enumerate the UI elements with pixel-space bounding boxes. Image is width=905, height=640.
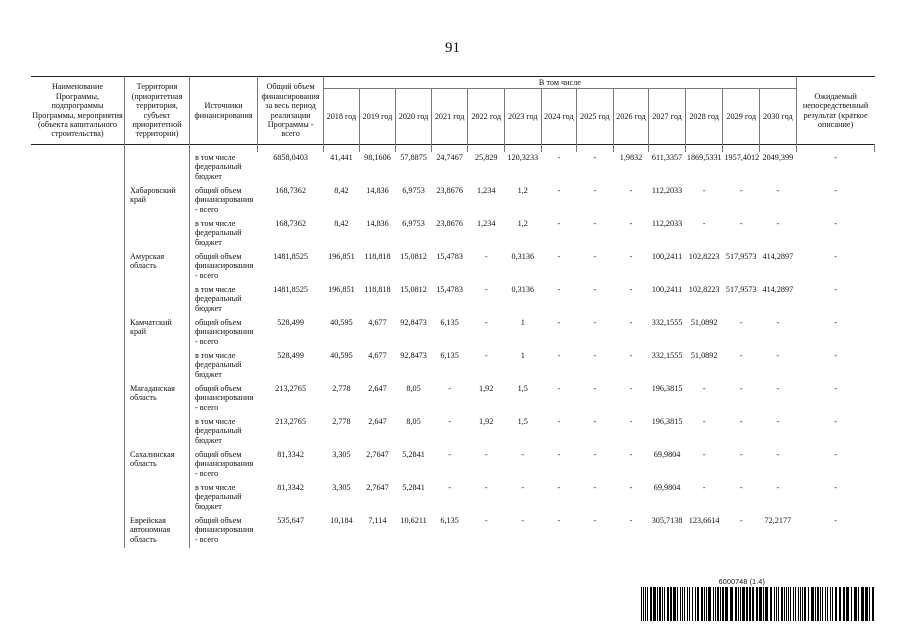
year-value-cell: 51,0892 (685, 350, 723, 383)
year-value-cell: - (468, 284, 505, 317)
header-year: 2018 год (324, 89, 360, 145)
source-cell: общий объем финансирования - всего (190, 515, 258, 548)
year-value-cell: - (504, 515, 541, 548)
header-year: 2020 год (396, 89, 432, 145)
year-value-cell: 3,305 (324, 482, 360, 515)
year-value-cell: 69,9804 (649, 449, 686, 482)
year-value-cell: - (613, 185, 649, 218)
year-value-cell: - (613, 251, 649, 284)
year-value-cell: 2,7647 (359, 449, 396, 482)
year-value-cell: - (577, 251, 614, 284)
result-cell: - (834, 516, 837, 525)
name-cell (31, 515, 124, 548)
year-value-cell: 14,836 (359, 185, 396, 218)
year-value-cell: 1 (504, 350, 541, 383)
year-value-cell: - (760, 416, 797, 449)
source-cell: общий объем финансирования - всего (190, 383, 258, 416)
year-value-cell: 102,8223 (685, 251, 723, 284)
name-cell (31, 152, 124, 185)
header-name: Наименование Программы, подпрограммы Программы, мероприятия (объекта капитального строительства) (31, 77, 124, 145)
territory-cell: Хабаровский край (124, 185, 189, 218)
year-value-cell: - (577, 185, 614, 218)
header-year: 2023 год (504, 89, 541, 145)
year-value-cell: - (431, 449, 468, 482)
source-cell: общий объем финансирования - всего (190, 449, 258, 482)
year-value-cell: 57,8875 (396, 152, 432, 185)
year-value-cell: 25,829 (468, 152, 505, 185)
year-value-cell: - (723, 449, 760, 482)
name-cell (31, 350, 124, 383)
year-value-cell: 332,1555 (649, 350, 686, 383)
year-value-cell: 4,677 (359, 317, 396, 350)
year-value-cell: - (577, 317, 614, 350)
year-value-cell: 5,2841 (396, 482, 432, 515)
year-value-cell: - (723, 383, 760, 416)
header-year: 2024 год (541, 89, 577, 145)
year-value-cell: 517,9573 (723, 284, 760, 317)
total-cell: 213,2765 (258, 416, 324, 449)
year-value-cell: 332,1555 (649, 317, 686, 350)
year-value-cell: 8,42 (324, 218, 360, 251)
source-cell: общий объем финансирования - всего (190, 185, 258, 218)
year-value-cell: 6,135 (431, 317, 468, 350)
year-value-cell: - (685, 218, 723, 251)
year-value-cell: - (468, 515, 505, 548)
year-value-cell: 1957,4012 (723, 152, 760, 185)
header-year: 2030 год (760, 89, 797, 145)
year-value-cell: 2,778 (324, 416, 360, 449)
table-row (31, 350, 875, 383)
year-value-cell: 14,836 (359, 218, 396, 251)
result-cell: - (834, 318, 837, 327)
header-sources: Источники финансирования (190, 77, 258, 145)
year-value-cell: 6,135 (431, 515, 468, 548)
territory-cell (124, 284, 189, 317)
year-value-cell: - (431, 416, 468, 449)
year-value-cell: - (613, 416, 649, 449)
year-value-cell: 8,05 (396, 383, 432, 416)
year-value-cell: 15,0812 (396, 284, 432, 317)
year-value-cell: 118,818 (359, 284, 396, 317)
year-value-cell: 23,8676 (431, 185, 468, 218)
year-value-cell: 1 (504, 317, 541, 350)
territory-cell (124, 350, 189, 383)
year-value-cell: 414,2897 (760, 251, 797, 284)
year-value-cell: - (541, 482, 577, 515)
year-value-cell: - (468, 317, 505, 350)
year-value-cell: 1,2 (504, 218, 541, 251)
year-value-cell: - (613, 284, 649, 317)
header-result: Ожидаемый непосредственный результат (краткое описание) (796, 77, 874, 145)
year-value-cell: 40,595 (324, 350, 360, 383)
table-row (31, 218, 875, 251)
year-value-cell: - (613, 515, 649, 548)
year-value-cell: - (504, 449, 541, 482)
year-value-cell: 118,818 (359, 251, 396, 284)
year-value-cell: 196,851 (324, 251, 360, 284)
total-cell: 528,499 (258, 317, 324, 350)
year-value-cell: - (541, 218, 577, 251)
result-cell: - (834, 153, 837, 162)
name-cell (31, 218, 124, 251)
year-value-cell: - (577, 152, 614, 185)
year-value-cell: 123,6614 (685, 515, 723, 548)
year-value-cell: 2,778 (324, 383, 360, 416)
year-value-cell: - (541, 185, 577, 218)
name-cell (31, 416, 124, 449)
year-value-cell: - (541, 251, 577, 284)
source-cell: общий объем финансирования - всего (190, 317, 258, 350)
header-year: 2026 год (613, 89, 649, 145)
year-value-cell: - (541, 350, 577, 383)
year-value-cell: 196,3815 (649, 383, 686, 416)
year-value-cell: - (723, 317, 760, 350)
year-value-cell: 1,2 (504, 185, 541, 218)
table-row (31, 482, 875, 515)
year-value-cell: 23,8676 (431, 218, 468, 251)
year-value-cell: - (577, 482, 614, 515)
territory-cell (124, 416, 189, 449)
year-value-cell: - (468, 449, 505, 482)
total-cell: 168,7362 (258, 185, 324, 218)
year-value-cell: - (468, 482, 505, 515)
source-cell: в том числе федеральный бюджет (190, 350, 258, 383)
year-value-cell: 15,0812 (396, 251, 432, 284)
year-value-cell: - (504, 482, 541, 515)
year-value-cell: 15,4783 (431, 284, 468, 317)
name-cell (31, 383, 124, 416)
header-year: 2029 год (723, 89, 760, 145)
source-cell: общий объем финансирования - всего (190, 251, 258, 284)
result-cell: - (834, 351, 837, 360)
year-value-cell: 6,9753 (396, 218, 432, 251)
year-value-cell: 1869,5331 (685, 152, 723, 185)
territory-cell: Магаданская область (124, 383, 189, 416)
name-cell (31, 449, 124, 482)
year-value-cell: 15,4783 (431, 251, 468, 284)
year-value-cell: - (541, 152, 577, 185)
year-value-cell: - (577, 284, 614, 317)
year-value-cell: 0,3136 (504, 251, 541, 284)
year-value-cell: - (723, 416, 760, 449)
table-row (31, 449, 875, 482)
year-value-cell: 6,135 (431, 350, 468, 383)
page-number: 91 (445, 40, 460, 56)
year-value-cell: - (577, 350, 614, 383)
territory-cell: Еврейская автономная область (124, 515, 189, 548)
year-value-cell: 1,234 (468, 218, 505, 251)
header-year: 2027 год (649, 89, 686, 145)
year-value-cell: - (541, 449, 577, 482)
source-cell: в том числе федеральный бюджет (190, 284, 258, 317)
year-value-cell: 611,3357 (649, 152, 686, 185)
year-value-cell: 24,7467 (431, 152, 468, 185)
year-value-cell: 196,3815 (649, 416, 686, 449)
table-row (31, 152, 875, 185)
year-value-cell: - (577, 383, 614, 416)
result-cell: - (834, 483, 837, 492)
header-year: 2028 год (685, 89, 723, 145)
barcode-image (641, 587, 877, 621)
name-cell (31, 482, 124, 515)
year-value-cell: - (760, 350, 797, 383)
year-value-cell: 112,2033 (649, 185, 686, 218)
year-value-cell: - (685, 482, 723, 515)
result-cell: - (834, 450, 837, 459)
year-value-cell: 2,7647 (359, 482, 396, 515)
total-cell: 168,7362 (258, 218, 324, 251)
total-cell: 6858,0403 (258, 152, 324, 185)
table-row (31, 383, 875, 416)
total-cell: 528,499 (258, 350, 324, 383)
year-value-cell: - (613, 383, 649, 416)
year-value-cell: 0,3136 (504, 284, 541, 317)
header-year: 2021 год (431, 89, 468, 145)
year-value-cell: - (685, 416, 723, 449)
year-value-cell: 40,595 (324, 317, 360, 350)
year-value-cell: - (723, 185, 760, 218)
result-cell: - (834, 285, 837, 294)
table-row (31, 185, 875, 218)
name-cell (31, 317, 124, 350)
year-value-cell: 414,2897 (760, 284, 797, 317)
total-cell: 213,2765 (258, 383, 324, 416)
source-cell: в том числе федеральный бюджет (190, 416, 258, 449)
year-value-cell: 112,2033 (649, 218, 686, 251)
header-territory: Территория (приоритетная территория, субъект приоритетной территории) (124, 77, 189, 145)
year-value-cell: 1,9832 (613, 152, 649, 185)
year-value-cell: 6,9753 (396, 185, 432, 218)
year-value-cell: - (685, 383, 723, 416)
year-value-cell: 196,851 (324, 284, 360, 317)
year-value-cell: - (723, 482, 760, 515)
year-value-cell: - (468, 350, 505, 383)
year-value-cell: - (760, 317, 797, 350)
territory-cell: Сахалинская область (124, 449, 189, 482)
source-cell: в том числе федеральный бюджет (190, 218, 258, 251)
year-value-cell: - (760, 482, 797, 515)
year-value-cell: - (613, 350, 649, 383)
barcode-block (641, 579, 877, 621)
year-value-cell: - (541, 416, 577, 449)
year-value-cell: - (431, 383, 468, 416)
year-value-cell: 100,2411 (649, 251, 686, 284)
year-value-cell: 92,8473 (396, 350, 432, 383)
year-value-cell: - (685, 449, 723, 482)
year-value-cell: - (760, 185, 797, 218)
year-value-cell: 517,9573 (723, 251, 760, 284)
year-value-cell: 72,2177 (760, 515, 797, 548)
year-value-cell: 51,0892 (685, 317, 723, 350)
year-value-cell: 2049,399 (760, 152, 797, 185)
year-value-cell: 41,441 (324, 152, 360, 185)
total-cell: 535,647 (258, 515, 324, 548)
year-value-cell: - (685, 185, 723, 218)
year-value-cell: 98,1606 (359, 152, 396, 185)
year-value-cell: 4,677 (359, 350, 396, 383)
financing-table (31, 76, 875, 548)
year-value-cell: - (613, 218, 649, 251)
year-value-cell: - (613, 449, 649, 482)
year-value-cell: 5,2841 (396, 449, 432, 482)
year-value-cell: 8,42 (324, 185, 360, 218)
barcode-text: 6000748 (1.4) (718, 579, 765, 586)
header-year: 2019 год (359, 89, 396, 145)
year-value-cell: - (431, 482, 468, 515)
header-year: 2025 год (577, 89, 614, 145)
year-value-cell: - (468, 251, 505, 284)
territory-cell: Амурская область (124, 251, 189, 284)
source-cell: в том числе федеральный бюджет (190, 482, 258, 515)
year-value-cell: - (723, 350, 760, 383)
header-year: 2022 год (468, 89, 505, 145)
result-cell: - (834, 417, 837, 426)
year-value-cell: 102,8223 (685, 284, 723, 317)
year-value-cell: - (723, 515, 760, 548)
year-value-cell: 2,647 (359, 416, 396, 449)
year-value-cell: 1,234 (468, 185, 505, 218)
year-value-cell: - (613, 482, 649, 515)
territory-cell (124, 218, 189, 251)
result-cell: - (834, 252, 837, 261)
territory-cell (124, 482, 189, 515)
year-value-cell: 8,05 (396, 416, 432, 449)
table-row (31, 251, 875, 284)
table-row (31, 416, 875, 449)
year-value-cell: - (577, 218, 614, 251)
source-cell: в том числе федеральный бюджет (190, 152, 258, 185)
total-cell: 1481,8525 (258, 284, 324, 317)
year-value-cell: 1,92 (468, 383, 505, 416)
year-value-cell: - (577, 515, 614, 548)
name-cell (31, 251, 124, 284)
year-value-cell: 92,8473 (396, 317, 432, 350)
year-value-cell: 69,9804 (649, 482, 686, 515)
name-cell (31, 284, 124, 317)
year-value-cell: - (541, 383, 577, 416)
year-value-cell: - (541, 317, 577, 350)
header-group-including: В том числе (324, 77, 797, 89)
header-total: Общий объем финансирования за весь период реализации Программы - всего (258, 77, 324, 145)
year-value-cell: 1,92 (468, 416, 505, 449)
year-value-cell: - (760, 218, 797, 251)
year-value-cell: 2,647 (359, 383, 396, 416)
total-cell: 1481,8525 (258, 251, 324, 284)
result-cell: - (834, 186, 837, 195)
year-value-cell: 1,5 (504, 383, 541, 416)
year-value-cell: 120,3233 (504, 152, 541, 185)
year-value-cell: - (541, 515, 577, 548)
table-row (31, 284, 875, 317)
territory-cell: Камчатский край (124, 317, 189, 350)
total-cell: 81,3342 (258, 449, 324, 482)
table-row (31, 317, 875, 350)
year-value-cell: 10,184 (324, 515, 360, 548)
year-value-cell: 305,7138 (649, 515, 686, 548)
result-cell: - (834, 219, 837, 228)
year-value-cell: - (541, 284, 577, 317)
year-value-cell: 10,6211 (396, 515, 432, 548)
year-value-cell: - (613, 317, 649, 350)
year-value-cell: 7,114 (359, 515, 396, 548)
name-cell (31, 185, 124, 218)
total-cell: 81,3342 (258, 482, 324, 515)
result-cell: - (834, 384, 837, 393)
table-row (31, 515, 875, 548)
year-value-cell: - (723, 218, 760, 251)
year-value-cell: - (760, 383, 797, 416)
year-value-cell: - (577, 416, 614, 449)
year-value-cell: - (760, 449, 797, 482)
year-value-cell: - (577, 449, 614, 482)
year-value-cell: 1,5 (504, 416, 541, 449)
territory-cell (124, 152, 189, 185)
year-value-cell: 3,305 (324, 449, 360, 482)
year-value-cell: 100,2411 (649, 284, 686, 317)
